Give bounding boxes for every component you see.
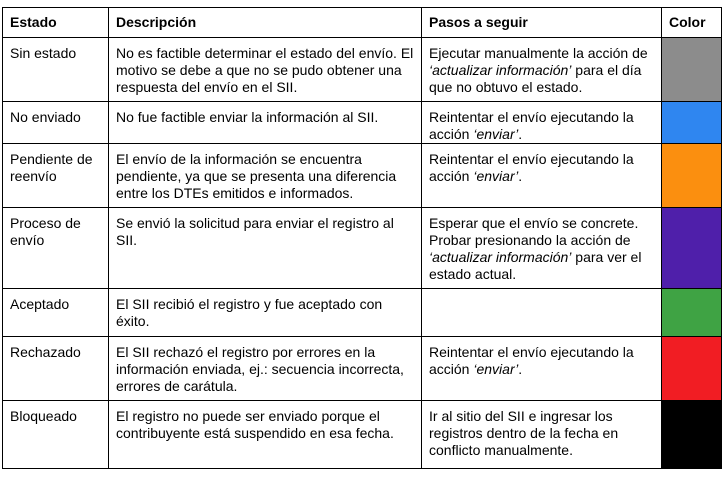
pasos-text-end: . (518, 361, 523, 377)
estado-cell: Rechazado (3, 337, 109, 401)
pasos-action-name: ‘enviar’ (473, 168, 519, 184)
descripcion-cell: No es factible determinar el estado del envío. El motivo se debe a que no se pudo obtener una respuesta del envío en el SII. (109, 38, 422, 102)
descripcion-cell: El SII rechazó el registro por errores en la información enviada, ej.: secuencia incorrecta, errores de carátula. (109, 337, 422, 401)
pasos-cell (422, 401, 662, 469)
color-swatch (662, 144, 721, 207)
pasos-action-name: ‘actualizar información’ (429, 62, 572, 78)
pasos-text: Esperar que el envío se concrete. Probar presionando la acción de (429, 215, 639, 248)
descripcion-cell: No fue factible enviar la información al SII. (109, 102, 422, 144)
pasos-text: Reintentar el envío ejecutando la acción (429, 151, 634, 184)
color-cell (662, 337, 722, 401)
color-cell (662, 144, 722, 208)
estado-cell: Sin estado (3, 38, 109, 102)
color-swatch (662, 208, 721, 288)
table-row (3, 337, 722, 401)
color-cell (662, 289, 722, 337)
estado-cell: Proceso de envío (3, 208, 109, 289)
pasos-text-end: para el día que no obtuvo el estado. (429, 62, 642, 95)
pasos-action-name: ‘enviar’ (473, 361, 519, 377)
pasos-cell (422, 337, 662, 401)
estado-cell: Pendiente de reenvío (3, 144, 109, 208)
pasos-text-end: . (518, 168, 523, 184)
pasos-text: Reintentar el envío ejecutando la acción (429, 109, 634, 142)
pasos-text: Ir al sitio del SII e ingresar los registros dentro de la fecha en conflicto manualmente. (429, 408, 619, 458)
estado-cell: Bloqueado (3, 401, 109, 469)
pasos-text-end: para ver el estado actual. (429, 249, 642, 282)
pasos-text: Ejecutar manualmente la acción de (429, 45, 648, 61)
pasos-action-name: ‘enviar’ (473, 126, 519, 142)
color-swatch (662, 289, 721, 336)
color-swatch (662, 401, 721, 468)
header-row (3, 8, 722, 38)
color-swatch (662, 102, 721, 143)
pasos-text: Reintentar el envío ejecutando la acción (429, 344, 634, 377)
pasos-action-name: ‘actualizar información’ (429, 249, 572, 265)
pasos-cell (422, 208, 662, 289)
pasos-cell (422, 289, 662, 337)
status-table (2, 7, 722, 469)
table-row (3, 289, 722, 337)
estado-cell: No enviado (3, 102, 109, 144)
descripcion-cell: El envío de la información se encuentra pendiente, ya que se presenta una diferencia entre los DTEs emitidos e informados. (109, 144, 422, 208)
table-row (3, 102, 722, 144)
table-row (3, 401, 722, 469)
descripcion-cell: El registro no puede ser enviado porque el contribuyente está suspendido en esa fecha. (109, 401, 422, 469)
table-body (3, 38, 722, 469)
header-pasos: Pasos a seguir (422, 8, 662, 38)
pasos-cell (422, 102, 662, 144)
descripcion-cell: Se envió la solicitud para enviar el registro al SII. (109, 208, 422, 289)
header-estado: Estado (3, 8, 109, 38)
pasos-cell (422, 144, 662, 208)
estado-cell: Aceptado (3, 289, 109, 337)
table-row (3, 208, 722, 289)
color-swatch (662, 337, 721, 400)
descripcion-cell: El SII recibió el registro y fue aceptado con éxito. (109, 289, 422, 337)
pasos-cell (422, 38, 662, 102)
pasos-text-end: . (518, 126, 523, 142)
color-cell (662, 38, 722, 102)
header-color: Color (662, 8, 722, 38)
table-row (3, 144, 722, 208)
color-swatch (662, 38, 721, 101)
color-cell (662, 208, 722, 289)
color-cell (662, 102, 722, 144)
header-descripcion: Descripción (109, 8, 422, 38)
color-cell (662, 401, 722, 469)
table-row (3, 38, 722, 102)
